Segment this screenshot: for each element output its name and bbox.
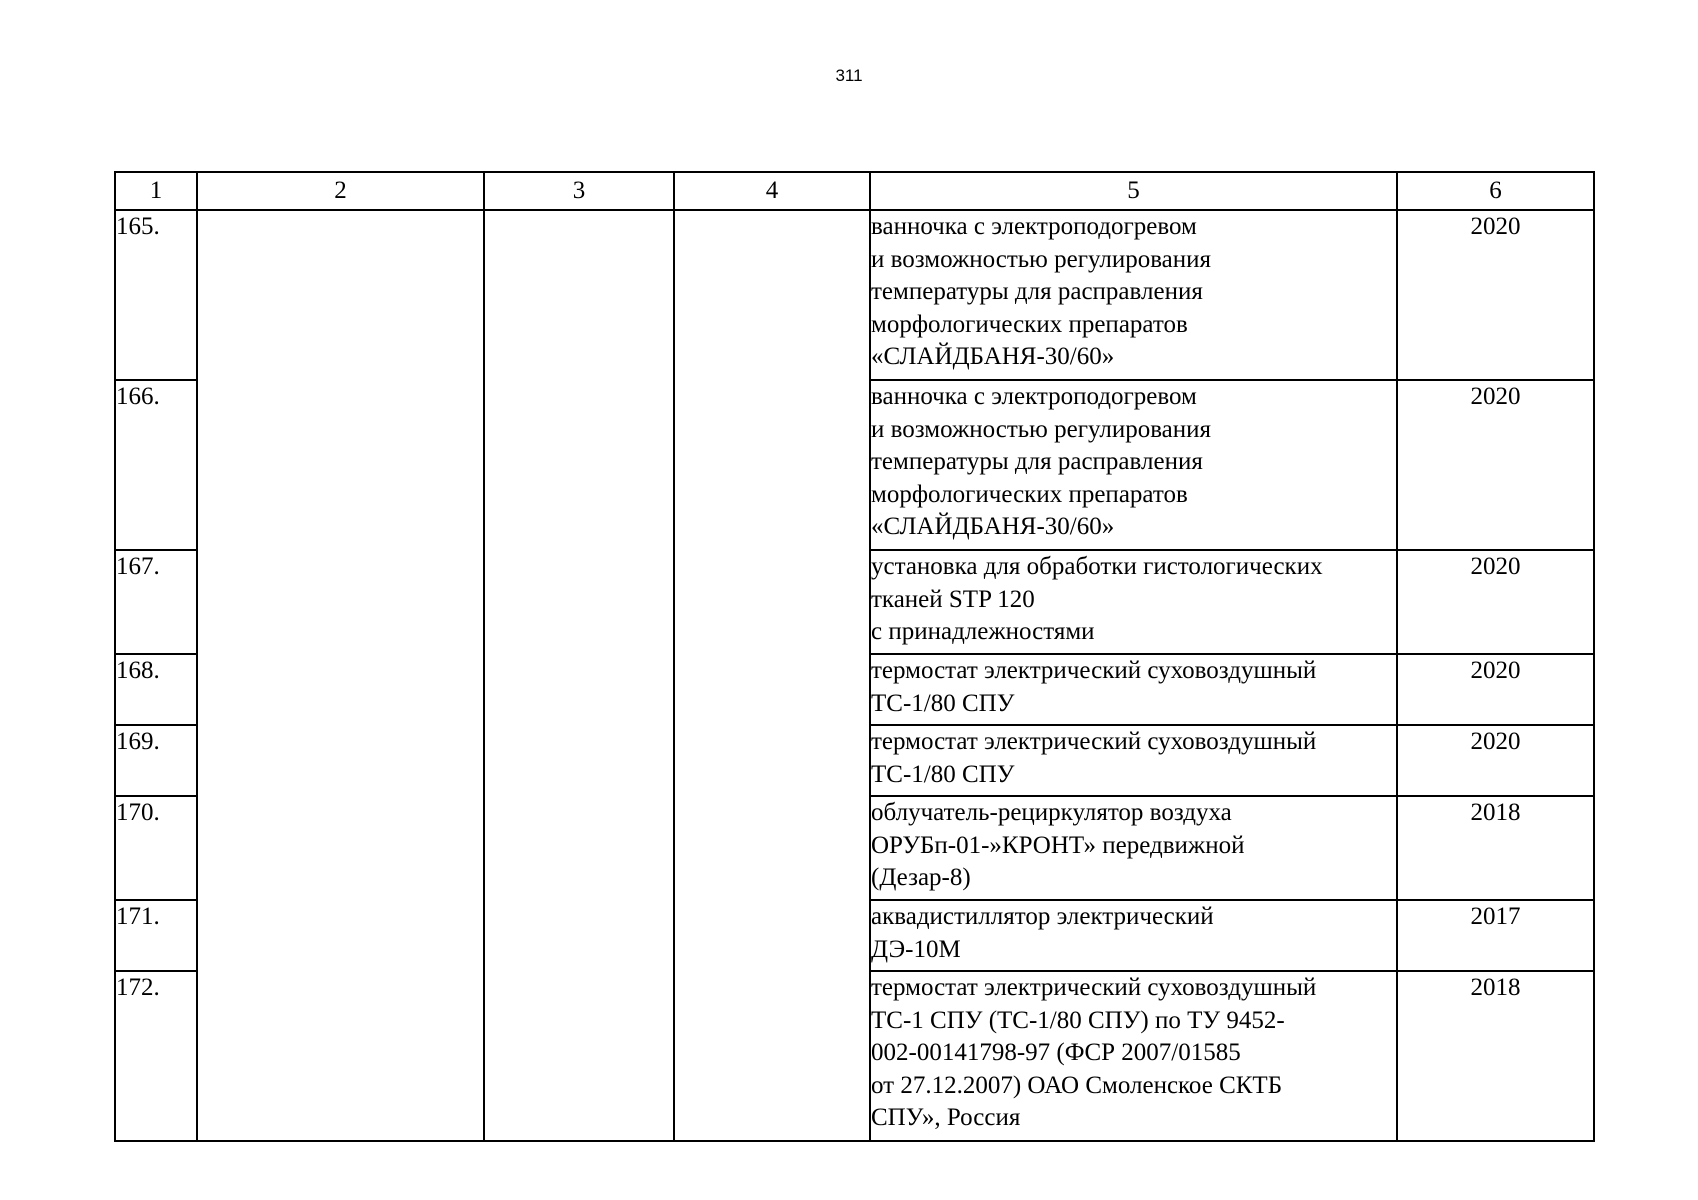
description-line: ТС-1 СПУ (ТС-1/80 СПУ) по ТУ 9452-: [871, 1006, 1285, 1034]
description-line: ванночка с электроподогревом: [871, 213, 1197, 240]
year-cell: 2020: [1397, 725, 1594, 796]
description-line: с принадлежностями: [871, 618, 1095, 645]
description-line: СПУ», Россия: [871, 1104, 1021, 1131]
description-line: ТС-1/80 СПУ: [871, 689, 1015, 717]
row-number: 170.: [115, 796, 197, 900]
description-line: «СЛАЙДБАНЯ-30/60»: [871, 513, 1115, 540]
header-col-1: 1: [115, 172, 197, 210]
description-line: облучатель-рециркулятор воздуха: [871, 799, 1232, 826]
row-number: 171.: [115, 900, 197, 971]
description-line: установка для обработки гистологических: [871, 553, 1323, 580]
description-line: ДЭ-10М: [871, 935, 961, 963]
description-line: от 27.12.2007) ОАО Смоленское СКТБ: [871, 1071, 1283, 1099]
row-number: 169.: [115, 725, 197, 796]
page-number: 311: [835, 66, 863, 85]
row-number: 166.: [115, 380, 197, 550]
description-line: температуры для расправления: [871, 278, 1203, 305]
header-col-5: 5: [870, 172, 1397, 210]
description-line: ТС-1/80 СПУ: [871, 760, 1015, 788]
header-col-3: 3: [484, 172, 674, 210]
year-cell: 2018: [1397, 796, 1594, 900]
description-line: морфологических препаратов: [871, 480, 1188, 508]
header-row: [115, 172, 1594, 210]
description-line: и возможностью регулирования: [871, 415, 1212, 443]
description-line: температуры для расправления: [871, 448, 1203, 475]
description-line: аквадистиллятор электрический: [871, 903, 1214, 930]
description-line: морфологических препаратов: [871, 310, 1188, 338]
description-line: «СЛАЙДБАНЯ-30/60»: [871, 343, 1115, 370]
table-header: [115, 172, 1594, 210]
header-col-6: 6: [1397, 172, 1594, 210]
row-number: 168.: [115, 654, 197, 725]
header-col-2: 2: [197, 172, 484, 210]
year-cell: 2020: [1397, 654, 1594, 725]
description-line: термостат электрический суховоздушный: [871, 974, 1317, 1001]
row-number: 167.: [115, 550, 197, 654]
row-number: 165.: [115, 210, 197, 380]
year-cell: 2020: [1397, 380, 1594, 550]
equipment-table: [114, 171, 1595, 1142]
table-body: [115, 210, 1594, 1141]
year-cell: 2020: [1397, 550, 1594, 654]
table-row: [115, 210, 1594, 380]
equipment-description: [870, 971, 1397, 1141]
col-3-cell: [484, 210, 674, 1141]
description-line: тканей STP 120: [871, 585, 1035, 613]
equipment-description: [870, 210, 1397, 380]
description-line: ОРУБп-01-»КРОНТ» передвижной: [871, 831, 1245, 859]
row-number: 172.: [115, 971, 197, 1141]
description-line: ванночка с электроподогревом: [871, 383, 1197, 410]
equipment-description: [870, 550, 1397, 654]
equipment-description: [870, 900, 1397, 971]
header-col-4: 4: [674, 172, 870, 210]
col-2-cell: [197, 210, 484, 1141]
col-4-cell: [674, 210, 870, 1141]
year-cell: 2020: [1397, 210, 1594, 380]
description-line: и возможностью регулирования: [871, 245, 1212, 273]
description-line: термостат электрический суховоздушный: [871, 657, 1317, 684]
equipment-description: [870, 725, 1397, 796]
year-cell: 2018: [1397, 971, 1594, 1141]
description-line: 002-00141798-97 (ФСР 2007/01585: [871, 1039, 1241, 1066]
year-cell: 2017: [1397, 900, 1594, 971]
description-line: термостат электрический суховоздушный: [871, 728, 1317, 755]
equipment-description: [870, 380, 1397, 550]
equipment-description: [870, 654, 1397, 725]
description-line: (Дезар-8): [871, 864, 971, 891]
equipment-description: [870, 796, 1397, 900]
